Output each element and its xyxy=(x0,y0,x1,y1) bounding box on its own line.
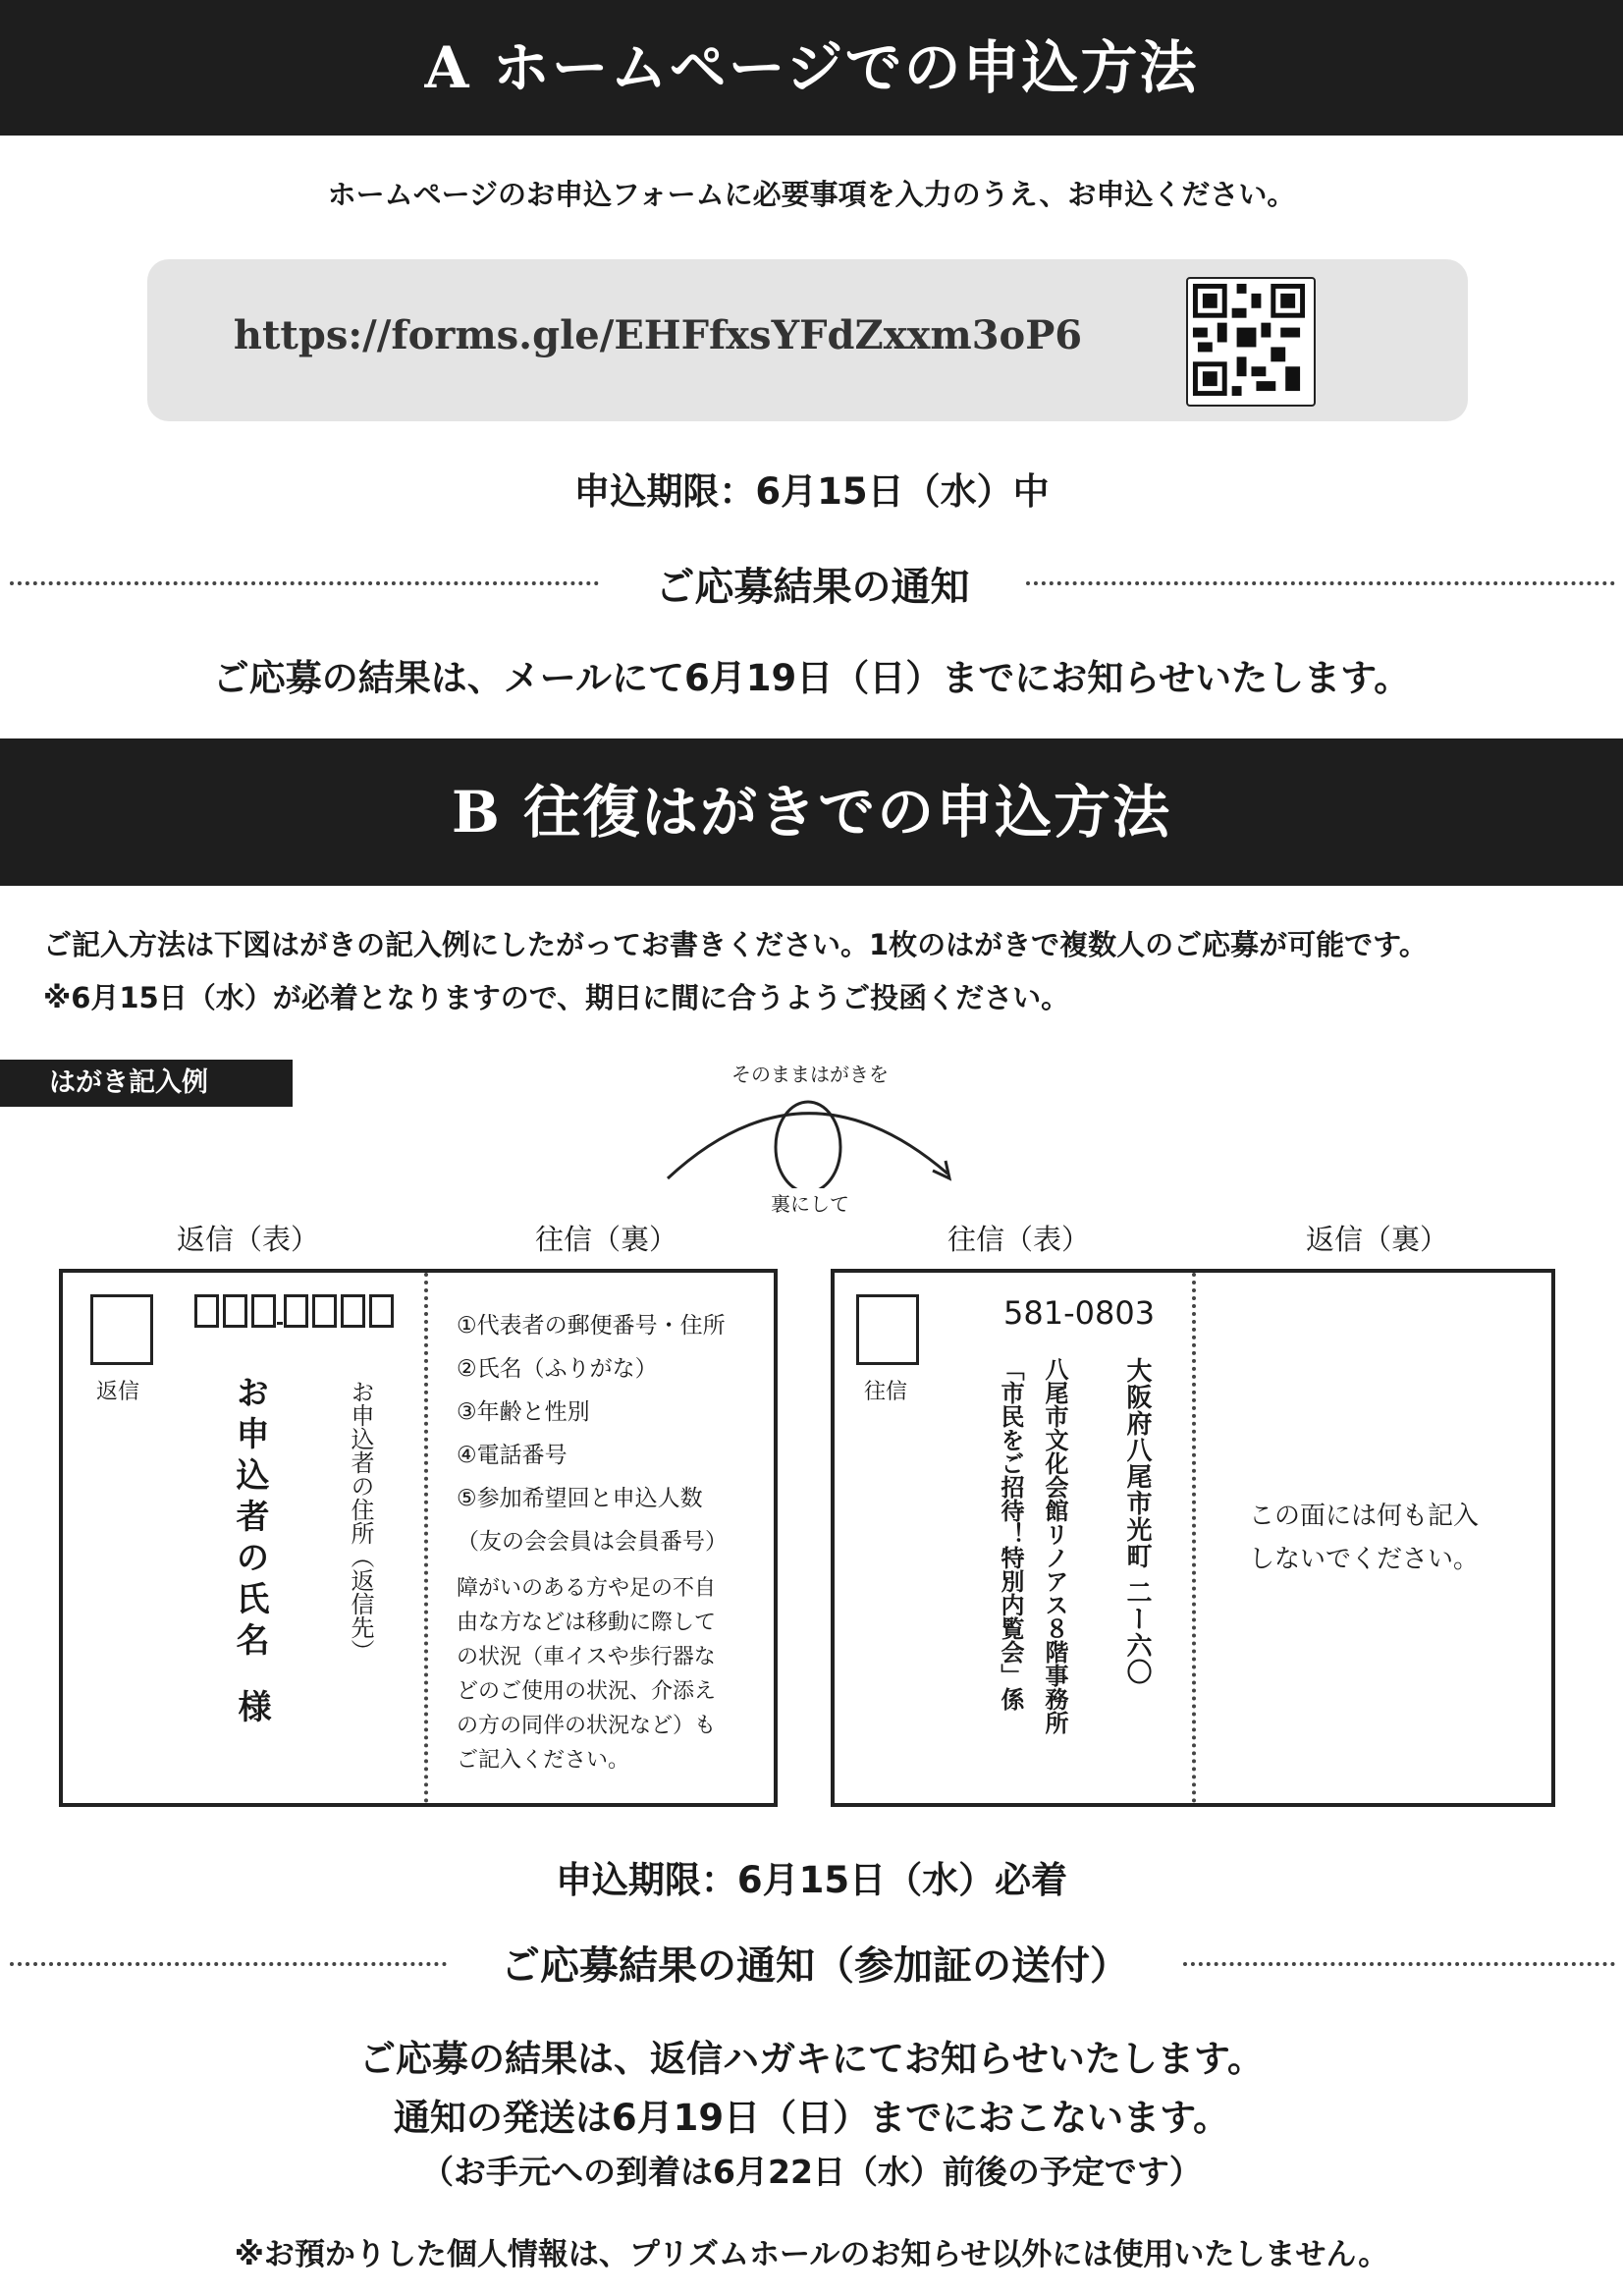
blank-side-note xyxy=(1249,1495,1479,1581)
label-reply-front: 返信（表） xyxy=(177,1223,320,1256)
label-send-front: 往信（表） xyxy=(947,1223,1091,1256)
reply-address: お申込者の住所（返信先） xyxy=(347,1380,374,1663)
required-items-list xyxy=(457,1304,728,1563)
send-stamp-label: 往信 xyxy=(864,1380,908,1404)
divider-left xyxy=(10,581,599,585)
left-card-fold xyxy=(424,1273,428,1803)
send-stamp-box xyxy=(856,1294,919,1365)
list-item: （友の会会員は会員番号） xyxy=(457,1529,728,1555)
section-a-intro: ホームページのお申込フォームに必要事項を入力のうえ、お申込ください。 xyxy=(327,178,1296,211)
section-a-deadline: 申込期限：6月15日（水）中 xyxy=(573,470,1050,513)
reply-name: お申込者の氏名 xyxy=(230,1375,269,1664)
note-line: 由な方などは移動に際して xyxy=(457,1611,717,1635)
section-b-notice-line2: 通知の発送は6月19日（日）までにおこないます。 xyxy=(393,2097,1230,2139)
flip-top-label: そのままはがきを xyxy=(731,1063,889,1086)
list-item: ④電話番号 xyxy=(457,1443,568,1468)
send-postal-code: 581-0803 xyxy=(1003,1294,1156,1332)
divider-right-b xyxy=(1183,1962,1615,1966)
section-a-title: A ホームページでの申込方法 xyxy=(0,0,1623,136)
example-tag: はがき記入例 xyxy=(0,1060,293,1107)
postal-code-boxes xyxy=(194,1294,398,1332)
note-line: 障がいのある方や足の不自 xyxy=(457,1576,717,1601)
blank-note-line: この面には何も記入 xyxy=(1249,1502,1480,1531)
privacy-footer: ※お預かりした個人情報は、プリズムホールのお知らせ以外には使用いたしません。 xyxy=(234,2237,1389,2272)
label-send-back: 往信（裏） xyxy=(535,1223,678,1256)
flip-arrow-icon xyxy=(658,1080,962,1188)
label-reply-back: 返信（裏） xyxy=(1306,1223,1449,1256)
right-card-fold xyxy=(1192,1273,1196,1803)
accessibility-note xyxy=(457,1571,716,1777)
reply-honorific: 様 xyxy=(232,1689,271,1722)
section-b-notice-line3: （お手元への到着は6月22日（水）前後の予定です） xyxy=(421,2153,1202,2191)
send-organization: 八尾市文化会館リノアス８階事務所 xyxy=(1041,1357,1068,1734)
form-url-link[interactable]: https://forms.gle/EHFfxsYFdZxxm3oP6 xyxy=(233,312,1083,358)
note-line: どのご使用の状況、介添え xyxy=(457,1679,717,1704)
reply-stamp-label: 返信 xyxy=(96,1380,140,1404)
list-item: ③年齢と性別 xyxy=(457,1399,590,1425)
send-address: 大阪府八尾市光町 二ー六〇 xyxy=(1122,1357,1152,1686)
section-b-title: B 往復はがきでの申込方法 xyxy=(0,738,1623,886)
section-b-intro-line1: ご記入方法は下図はがきの記入例にしたがってお書きください。1枚のはがきで複数人のご応募が可能です。 xyxy=(43,928,1428,961)
reply-stamp-box xyxy=(90,1294,153,1365)
note-line: ご記入ください。 xyxy=(457,1748,630,1773)
divider-right xyxy=(1026,581,1615,585)
list-item: ②氏名（ふりがな） xyxy=(457,1356,658,1382)
section-b-intro-line2: ※6月15日（水）が必着となりますので、期日に間に合うようご投函ください。 xyxy=(43,981,1070,1014)
section-a-notice-text: ご応募の結果は、メールにて6月19日（日）までにお知らせいたします。 xyxy=(212,657,1411,699)
section-b-deadline: 申込期限：6月15日（水）必着 xyxy=(555,1859,1068,1901)
note-line: の状況（車イスや歩行器な xyxy=(457,1645,716,1669)
divider-left-b xyxy=(10,1962,447,1966)
note-line: の方の同伴の状況など）も xyxy=(457,1714,717,1738)
list-item: ①代表者の郵便番号・住所 xyxy=(457,1313,726,1339)
section-a-notice-heading: ご応募結果の通知 xyxy=(655,564,970,610)
qr-code-icon xyxy=(1186,277,1316,407)
section-b-notice-line1: ご応募の結果は、返信ハガキにてお知らせいたします。 xyxy=(359,2038,1264,2080)
blank-note-line: しないでください。 xyxy=(1249,1545,1480,1574)
send-department: 「市民をご招待！特別内覧会」係 xyxy=(997,1357,1024,1711)
section-b-notice-heading: ご応募結果の通知（参加証の送付） xyxy=(501,1942,1129,1989)
flip-bottom-label: 裏にして xyxy=(771,1192,849,1216)
list-item: ⑤参加希望回と申込人数 xyxy=(457,1486,703,1511)
